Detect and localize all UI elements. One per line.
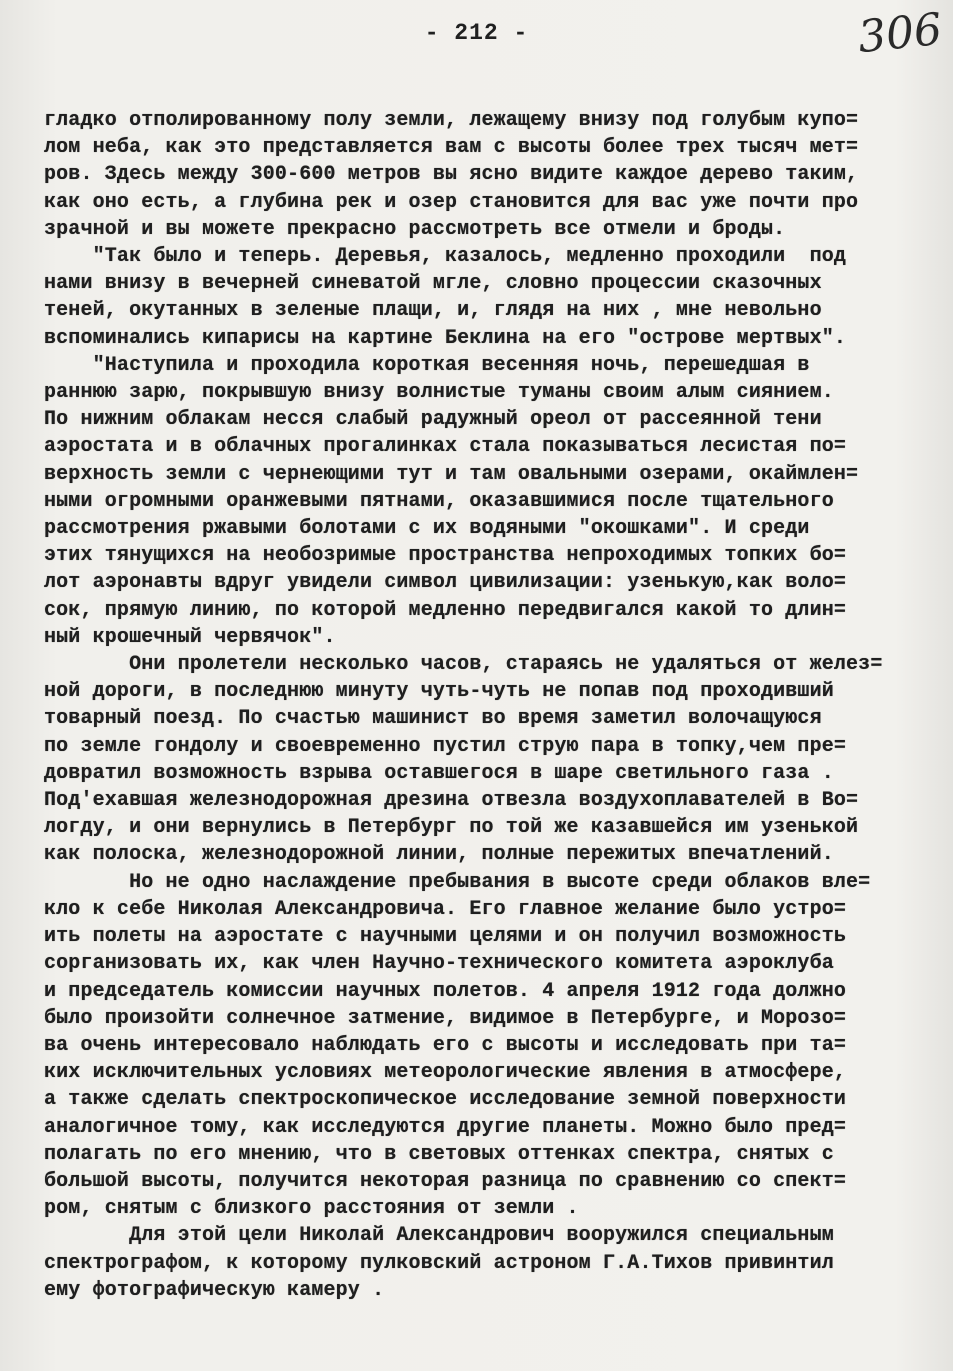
text-line: большой высоты, получится некоторая разница по сравнению со спект= — [44, 1169, 847, 1193]
text-line: кло к себе Николая Александровича. Его главное желание было устро= — [44, 897, 847, 921]
text-line: ной дороги, в последнюю минуту чуть-чуть не попав под проходивший — [44, 680, 834, 704]
text-line: зрачной и вы можете прекрасно рассмотреть все отмели и броды. — [44, 217, 786, 241]
body-text — [44, 107, 949, 1304]
text-line: логду, и они вернулись в Петербург по той же казавшейся им узенькой — [44, 816, 859, 840]
text-line: рассмотрения ржавыми болотами с их водяными "окошками". И среди — [44, 517, 810, 541]
text-line: нами внизу в вечерней синеватой мгле, словно процессии сказочных — [44, 272, 822, 296]
text-line: Но не одно наслаждение пребывания в высоте среди облаков вле= — [44, 870, 871, 894]
text-line: как оно есть, а глубина рек и озер становится для вас уже почти про — [44, 190, 859, 214]
text-line: а также сделать спектроскопическое исследование земной поверхности — [44, 1088, 847, 1112]
text-line: "Так было и теперь. Деревья, казалось, медленно проходили под — [44, 245, 847, 269]
text-line: раннюю зарю, покрывшую внизу волнистые туманы своим алым сиянием. — [44, 381, 834, 405]
text-line: лот аэронавты вдруг увидели символ цивилизации: узенькую,как воло= — [44, 571, 847, 595]
text-line: спектрографом, к которому пулковский астроном Г.А.Тихов привинтил — [44, 1251, 834, 1275]
text-line: по земле гондолу и своевременно пустил струю пара в топку,чем пре= — [44, 734, 847, 758]
text-line: Они пролетели несколько часов, стараясь не удаляться от желез= — [44, 653, 883, 677]
text-line: ный крошечный червячок". — [44, 625, 336, 649]
page-number: - 212 - — [424, 20, 529, 46]
text-line: теней, окутанных в зеленые плащи, и, глядя на них , мне невольно — [44, 299, 822, 323]
text-line: сок, прямую линию, по которой медленно передвигался какой то длин= — [44, 598, 847, 622]
text-line: Для этой цели Николай Александрович вооружился специальным — [44, 1224, 834, 1248]
text-line: ными огромными оранжевыми пятнами, оказавшимися после тщательного — [44, 489, 834, 513]
text-line: довратил возможность взрыва оставшегося в шаре светильного газа . — [44, 761, 834, 785]
text-line: ром, снятым с близкого расстояния от земли . — [44, 1197, 579, 1221]
text-line: и председатель комиссии научных полетов. 4 апреля 1912 года должно — [44, 979, 847, 1003]
text-line: как полоска, железнодорожной линии, полные пережитых впечатлений. — [44, 843, 834, 867]
text-line: товарный поезд. По счастью машинист во время заметил волочащуюся — [44, 707, 822, 731]
text-line: ров. Здесь между 300-600 метров вы ясно видите каждое дерево таким, — [44, 163, 859, 187]
text-line: верхность земли с чернеющими тут и там овальными озерами, окаймлен= — [44, 462, 859, 486]
text-line: было произойти солнечное затмение, видимое в Петербурге, и Морозо= — [44, 1006, 847, 1030]
text-line: этих тянущихся на необозримые пространства непроходимых топких бо= — [44, 544, 847, 568]
text-line: ва очень интересовало наблюдать его с высоты и исследовать при та= — [44, 1033, 847, 1057]
text-line: Под'ехавшая железнодорожная дрезина отвезла воздухоплавателей в Во= — [44, 789, 859, 813]
text-line: "Наступила и проходила короткая весенняя ночь, перешедшая в — [44, 353, 810, 377]
text-line: аналогичное тому, как исследуются другие планеты. Можно было пред= — [44, 1115, 847, 1139]
text-line: полагать по его мнению, что в световых оттенках спектра, снятых с — [44, 1142, 834, 1166]
text-line: вспоминались кипарисы на картине Беклина на его "острове мертвых". — [44, 326, 847, 350]
text-line: сорганизовать их, как член Научно-технического комитета аэроклуба — [44, 952, 834, 976]
text-line: ему фотографическую камеру . — [44, 1278, 385, 1302]
handwritten-archive-number: 306 — [855, 3, 945, 64]
text-line: аэростата и в облачных прогалинках стала показываться лесистая по= — [44, 435, 847, 459]
text-line: ких исключительных условиях метеорологические явления в атмосфере, — [44, 1061, 847, 1085]
text-line: лом неба, как это представляется вам с высоты более трех тысяч мет= — [44, 136, 859, 160]
text-line: гладко отполированному полу земли, лежащему внизу под голубым купо= — [44, 109, 859, 132]
text-line: ить полеты на аэростате с научными целями и он получил возможность — [44, 925, 847, 949]
text-line: По нижним облакам несся слабый радужный ореол от рассеянной тени — [44, 408, 822, 432]
